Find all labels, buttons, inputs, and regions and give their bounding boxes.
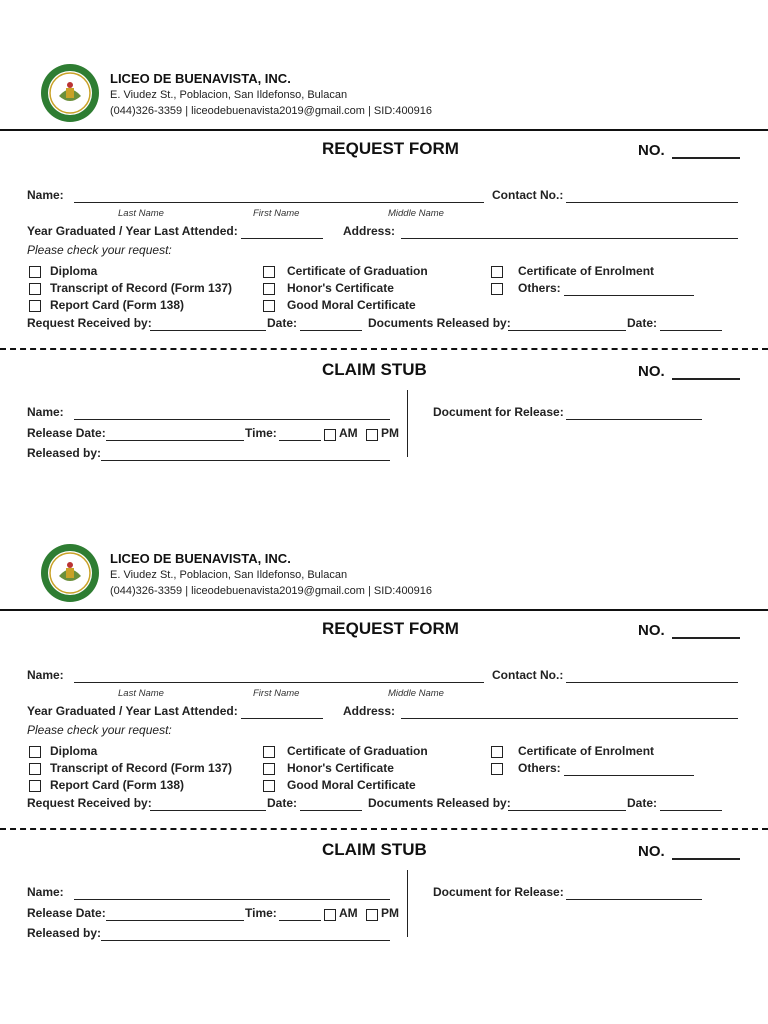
- claim-divider: [407, 870, 408, 937]
- received-by-field[interactable]: [150, 330, 266, 331]
- pm-label: PM: [381, 906, 399, 920]
- cert-enrol-label: Certificate of Enrolment: [518, 744, 655, 758]
- received-by-label: Request Received by:: [27, 796, 152, 810]
- header-divider: [0, 129, 768, 131]
- claim-no-field[interactable]: [672, 858, 740, 860]
- request-form-copy-2: [0, 480, 768, 960]
- report-card-checkbox[interactable]: [29, 300, 41, 312]
- others-field[interactable]: [564, 775, 694, 776]
- claim-stub-title: CLAIM STUB: [322, 360, 427, 379]
- claim-no-field[interactable]: [672, 378, 740, 380]
- year-label: Year Graduated / Year Last Attended:: [27, 224, 238, 238]
- tor-label: Transcript of Record (Form 137): [50, 761, 233, 775]
- address-label: Address:: [343, 224, 396, 238]
- time-label: Time:: [245, 426, 277, 440]
- year-field[interactable]: [241, 238, 323, 239]
- report-card-checkbox[interactable]: [29, 780, 41, 792]
- pm-checkbox[interactable]: [366, 429, 378, 441]
- tear-line: [0, 828, 768, 830]
- request-form-copy-1: [0, 0, 768, 480]
- address-field[interactable]: [401, 238, 738, 239]
- school-address: E. Viudez St., Poblacion, San Ildefonso, Bulacan: [110, 89, 348, 101]
- year-label: Year Graduated / Year Last Attended:: [27, 704, 238, 718]
- released-by-label: Released by:: [27, 446, 102, 460]
- cert-enrol-label: Certificate of Enrolment: [518, 264, 655, 278]
- claim-name-label: Name:: [27, 405, 64, 419]
- time-field[interactable]: [279, 440, 321, 441]
- good-moral-label: Good Moral Certificate: [287, 298, 416, 312]
- diploma-checkbox[interactable]: [29, 746, 41, 758]
- address-label: Address:: [343, 704, 396, 718]
- contact-field[interactable]: [566, 682, 738, 683]
- school-address: E. Viudez St., Poblacion, San Ildefonso, Bulacan: [110, 569, 348, 581]
- claim-name-field[interactable]: [74, 899, 390, 900]
- released-date-field[interactable]: [660, 330, 722, 331]
- cert-enrol-checkbox[interactable]: [491, 266, 503, 278]
- honors-checkbox[interactable]: [263, 283, 275, 295]
- tor-label: Transcript of Record (Form 137): [50, 281, 233, 295]
- received-by-label: Request Received by:: [27, 316, 152, 330]
- released-date-field[interactable]: [660, 810, 722, 811]
- first-name-caption: First Name: [253, 688, 300, 699]
- docs-released-by-field[interactable]: [508, 330, 626, 331]
- cert-enrol-checkbox[interactable]: [491, 746, 503, 758]
- claim-no-label: NO.: [638, 843, 665, 860]
- others-label: Others:: [518, 761, 561, 775]
- claim-no-label: NO.: [638, 363, 665, 380]
- request-no-field[interactable]: [672, 637, 740, 639]
- pm-label: PM: [381, 426, 399, 440]
- diploma-label: Diploma: [50, 744, 98, 758]
- docs-released-by-field[interactable]: [508, 810, 626, 811]
- doc-release-field[interactable]: [566, 419, 702, 420]
- honors-checkbox[interactable]: [263, 763, 275, 775]
- year-field[interactable]: [241, 718, 323, 719]
- good-moral-label: Good Moral Certificate: [287, 778, 416, 792]
- claim-stub-title: CLAIM STUB: [322, 840, 427, 859]
- claim-divider: [407, 390, 408, 457]
- released-date-label: Date:: [627, 796, 658, 810]
- others-checkbox[interactable]: [491, 763, 503, 775]
- received-date-label: Date:: [267, 796, 298, 810]
- released-date-label: Date:: [627, 316, 658, 330]
- name-label: Name:: [27, 668, 64, 682]
- received-date-field[interactable]: [300, 330, 362, 331]
- check-prompt: Please check your request:: [27, 723, 172, 737]
- check-prompt: Please check your request:: [27, 243, 172, 257]
- cert-grad-label: Certificate of Graduation: [287, 264, 428, 278]
- time-field[interactable]: [279, 920, 321, 921]
- name-field[interactable]: [74, 682, 484, 683]
- report-card-label: Report Card (Form 138): [50, 298, 185, 312]
- doc-release-field[interactable]: [566, 899, 702, 900]
- school-seal-logo: [40, 543, 100, 603]
- released-by-field[interactable]: [101, 460, 390, 461]
- am-checkbox[interactable]: [324, 909, 336, 921]
- contact-label: Contact No.:: [492, 668, 564, 682]
- contact-field[interactable]: [566, 202, 738, 203]
- diploma-label: Diploma: [50, 264, 98, 278]
- received-date-label: Date:: [267, 316, 298, 330]
- request-form-title: REQUEST FORM: [322, 619, 459, 638]
- header-divider: [0, 609, 768, 611]
- first-name-caption: First Name: [253, 208, 300, 219]
- good-moral-checkbox[interactable]: [263, 780, 275, 792]
- honors-label: Honor's Certificate: [287, 281, 394, 295]
- last-name-caption: Last Name: [118, 208, 164, 219]
- others-field[interactable]: [564, 295, 694, 296]
- pm-checkbox[interactable]: [366, 909, 378, 921]
- diploma-checkbox[interactable]: [29, 266, 41, 278]
- release-date-field[interactable]: [106, 920, 244, 921]
- tor-checkbox[interactable]: [29, 283, 41, 295]
- am-checkbox[interactable]: [324, 429, 336, 441]
- received-date-field[interactable]: [300, 810, 362, 811]
- school-name: LICEO DE BUENAVISTA, INC.: [110, 71, 291, 86]
- report-card-label: Report Card (Form 138): [50, 778, 185, 792]
- last-name-caption: Last Name: [118, 688, 164, 699]
- am-label: AM: [339, 906, 358, 920]
- address-field[interactable]: [401, 718, 738, 719]
- middle-name-caption: Middle Name: [388, 208, 444, 219]
- release-date-label: Release Date:: [27, 426, 106, 440]
- contact-label: Contact No.:: [492, 188, 564, 202]
- request-no-label: NO.: [638, 142, 665, 159]
- request-form-title: REQUEST FORM: [322, 139, 459, 158]
- school-contact-line: (044)326-3359 | liceodebuenavista2019@gmail.com | SID:400916: [110, 105, 433, 117]
- cert-grad-checkbox[interactable]: [263, 746, 275, 758]
- school-contact-line: (044)326-3359 | liceodebuenavista2019@gmail.com | SID:400916: [110, 585, 433, 597]
- tear-line: [0, 348, 768, 350]
- docs-released-by-label: Documents Released by:: [368, 316, 511, 330]
- release-date-field[interactable]: [106, 440, 244, 441]
- name-field[interactable]: [74, 202, 484, 203]
- request-no-field[interactable]: [672, 157, 740, 159]
- released-by-label: Released by:: [27, 926, 102, 940]
- cert-grad-checkbox[interactable]: [263, 266, 275, 278]
- doc-release-label: Document for Release:: [433, 885, 564, 899]
- received-by-field[interactable]: [150, 810, 266, 811]
- honors-label: Honor's Certificate: [287, 761, 394, 775]
- am-label: AM: [339, 426, 358, 440]
- school-name: LICEO DE BUENAVISTA, INC.: [110, 551, 291, 566]
- released-by-field[interactable]: [101, 940, 390, 941]
- request-no-label: NO.: [638, 622, 665, 639]
- name-label: Name:: [27, 188, 64, 202]
- middle-name-caption: Middle Name: [388, 688, 444, 699]
- school-seal-logo: [40, 63, 100, 123]
- time-label: Time:: [245, 906, 277, 920]
- cert-grad-label: Certificate of Graduation: [287, 744, 428, 758]
- docs-released-by-label: Documents Released by:: [368, 796, 511, 810]
- doc-release-label: Document for Release:: [433, 405, 564, 419]
- tor-checkbox[interactable]: [29, 763, 41, 775]
- others-checkbox[interactable]: [491, 283, 503, 295]
- good-moral-checkbox[interactable]: [263, 300, 275, 312]
- release-date-label: Release Date:: [27, 906, 106, 920]
- claim-name-label: Name:: [27, 885, 64, 899]
- claim-name-field[interactable]: [74, 419, 390, 420]
- others-label: Others:: [518, 281, 561, 295]
